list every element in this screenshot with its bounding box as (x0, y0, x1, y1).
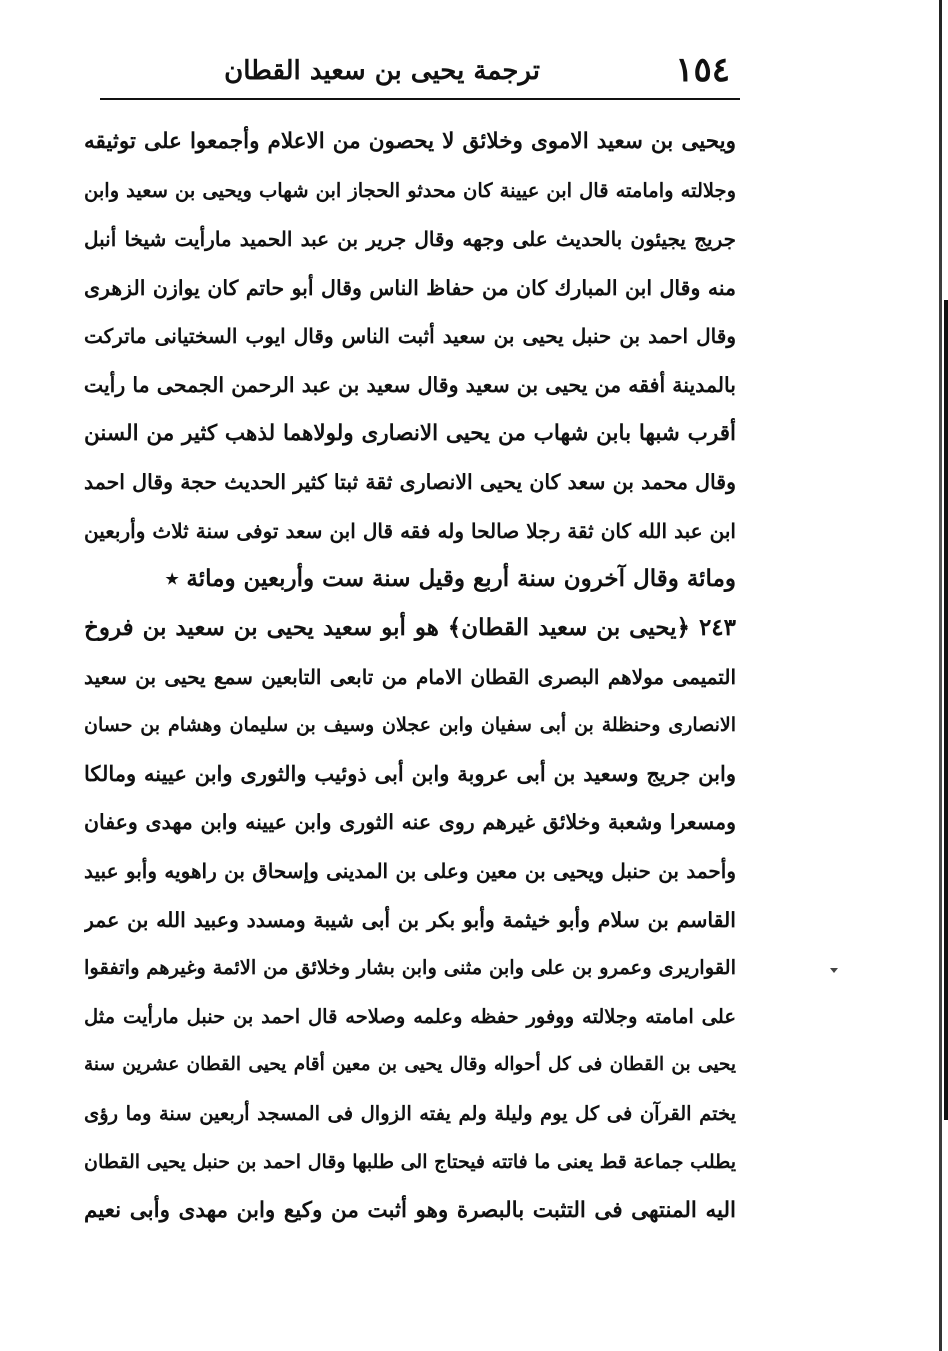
text-line: يختم القرآن فى كل يوم وليلة ولم يفته الزوال فى المسجد أربعين سنة وما رؤى (84, 1101, 736, 1125)
text-line: وأحمد بن حنبل ويحيى بن معين وعلى بن المدينى وإسحاق بن راهويه وأبو عبيد (84, 858, 736, 883)
text-line: على امامته وجلالته ووفور حفظه وعلمه وصلاحه قال احمد بن حنبل مارأيت مثل (84, 1004, 736, 1028)
text-line: ومسعرا وشعبة وخلائق غيرهم روى عنه الثورى وابن عيينه وابن مهدى وعفان (84, 810, 736, 835)
text-line: منه وقال ابن المبارك كان من حفاظ الناس وقال أبو حاتم كان يوازن الزهرى (84, 275, 736, 300)
page-number: ١٥٤ (675, 50, 730, 90)
text-line: يحيى بن القطان فى كل أحواله وقال يحيى بن معين أقام يحيى القطان عشرين سنة (84, 1054, 736, 1076)
text-line: يطلب جماعة قط يعنى ما فاتته فيحتاج الى طلبها وقال احمد بن حنبل يحيى القطان (84, 1151, 736, 1174)
header-rule (100, 98, 740, 100)
text-line: وابن جريج وسعيد بن أبى عروبة وابن أبى ذوئيب والثورى وابن عيينه ومالكا (84, 760, 736, 786)
text-line: جريج يجيئون بالحديث على وجهه وقال جرير بن عبد الحميد مارأيت شيخا أنبل (84, 227, 736, 252)
body-text (84, 118, 736, 1236)
text-line: وقال احمد بن حنبل يحيى بن سعيد أثبت الناس وقال ايوب السختيانى ماتركت (84, 324, 736, 349)
text-line: القاسم بن سلام وأبو خيثمة وأبو بكر بن أبى شيبة ومسدد وعبيد الله بن عمر (84, 907, 736, 932)
entry-heading-line: ٢٤٣ ﴿يحيى بن سعيد القطان﴾ هو أبو سعيد يحيى بن سعيد بن فروخ (84, 613, 736, 641)
text-line: وجلالته وامامته قال ابن عيينة كان محدثو الحجاز ابن شهاب ويحيى بن سعيد وابن (84, 178, 736, 202)
running-title: ترجمة يحيى بن سعيد القطان (224, 56, 540, 86)
scan-speck (830, 968, 838, 973)
text-line: ومائة وقال آخرون سنة أربع وقيل سنة ست وأربعين ومائة ٭ (165, 565, 736, 593)
text-line: وقال محمد بن سعد كان يحيى الانصارى ثقة ثبتا كثير الحديث حجة وقال احمد (84, 470, 736, 495)
scan-edge-border (944, 300, 948, 1120)
text-line: اليه المنتهى فى التثبت بالبصرة وهو أثبت من وكيع وابن مهدى وأبى نعيم (84, 1198, 736, 1224)
text-line: بالمدينة أفقه من يحيى بن سعيد وقال سعيد بن عبد الرحمن الجمحى ما رأيت (84, 372, 736, 397)
text-line: التميمى مولاهم البصرى القطان الامام من تابعى التابعين سمع يحيى بن سعيد (84, 664, 736, 689)
text-line: أقرب شبها بابن شهاب من يحيى الانصارى ولولاهما لذهب كثير من السنن (84, 420, 736, 446)
page-header (100, 42, 740, 100)
text-line: ويحيى بن سعيد الاموى وخلائق لا يحصون من الاعلام وأجمعوا على توثيقه (84, 129, 736, 154)
scan-edge-shadow (939, 0, 942, 1351)
text-line: الانصارى وحنظلة بن أبى سفيان وابن عجلان وسيف بن سليمان وهشام بن حسان (84, 714, 736, 737)
text-line: القواريرى وعمرو بن على وابن مثنى وابن بشار وخلائق من الائمة وغيرهم واتفقوا (84, 956, 736, 980)
text-line: ابن عبد الله كان ثقة رجلا صالحا وله فقه قال ابن سعد توفى سنة ثلاث وأربعين (84, 518, 736, 543)
